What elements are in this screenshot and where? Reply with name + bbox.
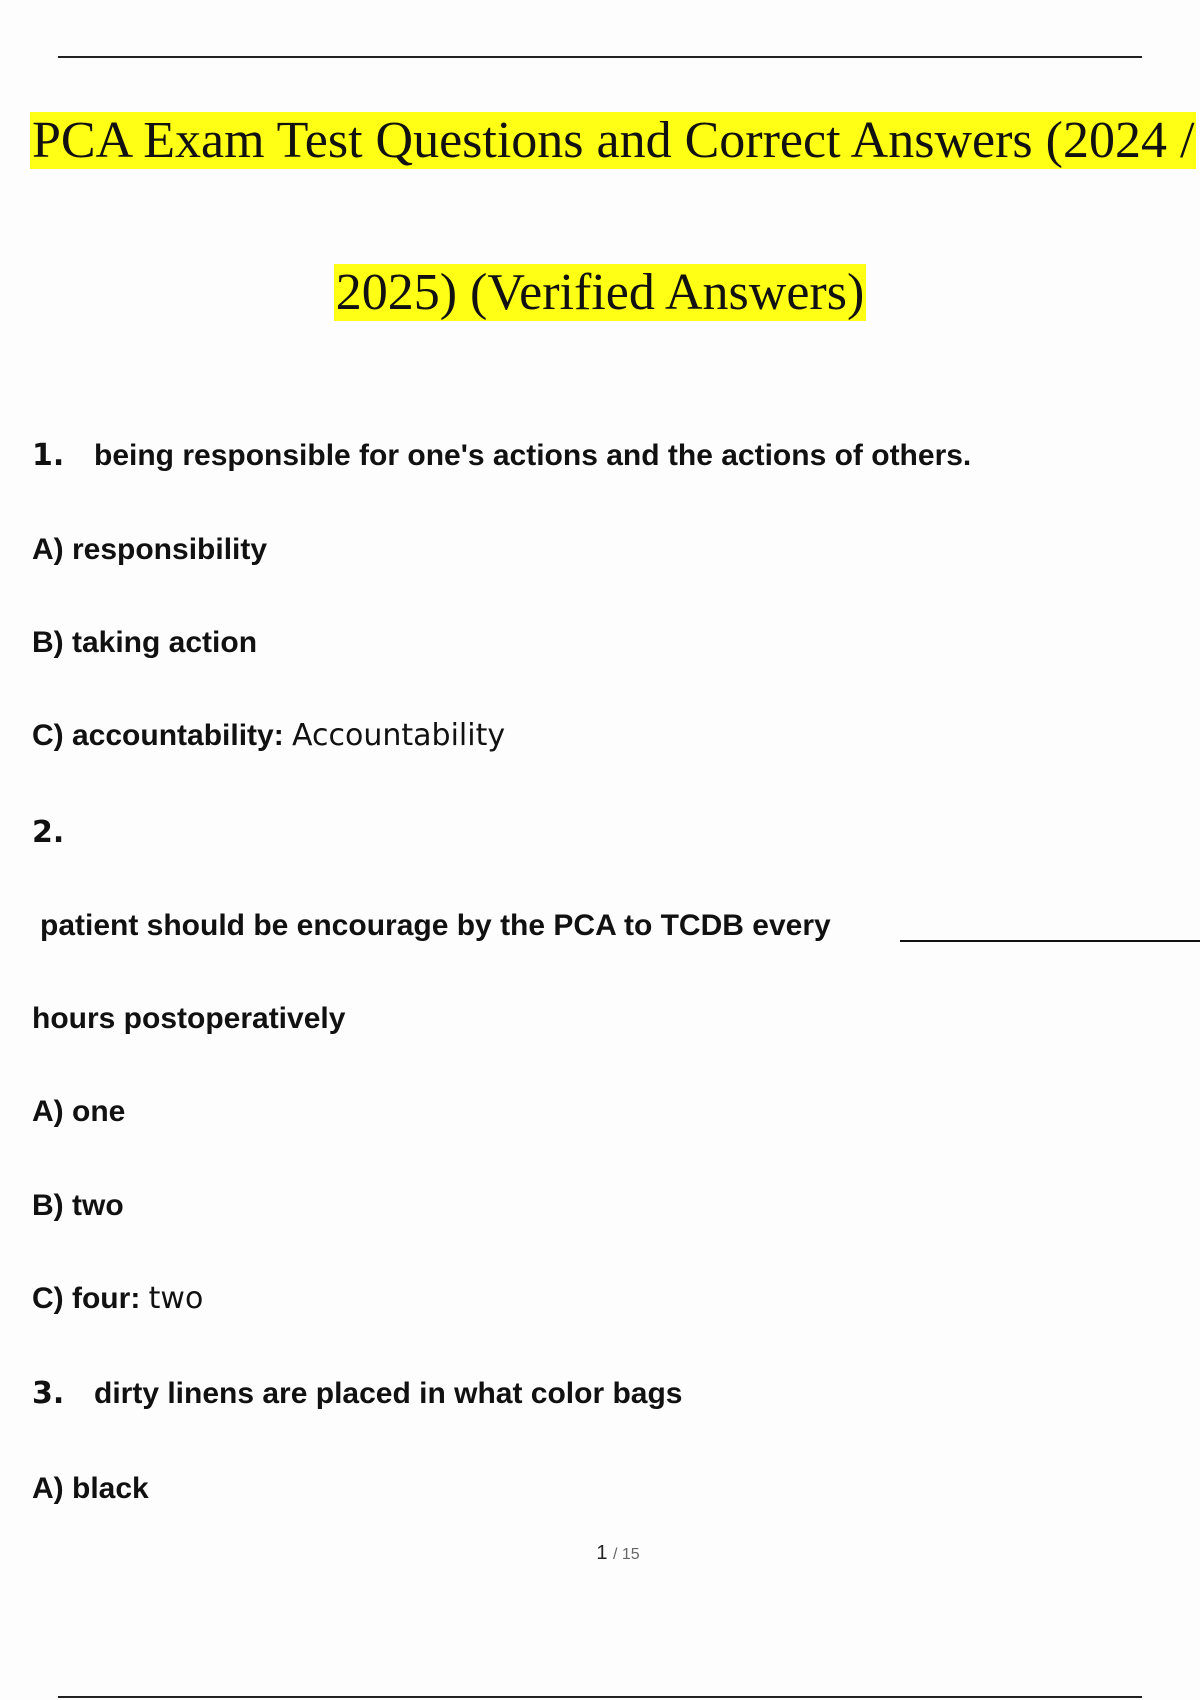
question-text: being responsible for one's actions and the actions of others.: [94, 439, 972, 472]
option-label: A) responsibility: [32, 533, 268, 566]
question-2-option-a: [32, 1094, 125, 1130]
answer-separator: :: [273, 719, 284, 752]
fill-in-blank-line: [900, 940, 1200, 942]
question-1-option-c: [32, 718, 505, 754]
question-2-text: [40, 908, 831, 944]
question-3: [32, 1376, 683, 1412]
title-highlight-1: PCA Exam Test Questions and Correct Answers (2024 /: [32, 112, 1195, 169]
question-2-option-c: [32, 1281, 203, 1317]
answer-separator: :: [130, 1282, 141, 1315]
question-number: 3.: [32, 1376, 65, 1411]
title-highlight-2: 2025) (Verified Answers): [335, 264, 865, 321]
option-label: C) four: [32, 1282, 131, 1315]
question-1-option-b: [32, 625, 257, 661]
page-total: / 15: [613, 1546, 640, 1563]
option-label: A) black: [32, 1472, 149, 1505]
question-text: patient should be encourage by the PCA to TCDB every: [40, 909, 831, 942]
document-title-line-1: [30, 110, 1200, 172]
question-number: 1.: [32, 438, 65, 473]
question-number: 2.: [32, 815, 65, 850]
correct-answer: two: [148, 1281, 204, 1316]
question-1-option-a: [32, 532, 267, 568]
question-text: hours postoperatively: [32, 1002, 346, 1035]
question-2-number: [32, 815, 94, 851]
option-label: A) one: [32, 1095, 126, 1128]
question-text: dirty linens are placed in what color bags: [94, 1377, 683, 1410]
question-2-option-b: [32, 1188, 124, 1224]
question-2-text-continued: [32, 1001, 345, 1037]
question-3-option-a: [32, 1471, 149, 1507]
option-label: C) accountability: [32, 719, 274, 752]
option-label: B) taking action: [32, 626, 258, 659]
page-number: [0, 1542, 1200, 1565]
document-title-line-2: [0, 262, 1200, 324]
top-rule: [58, 56, 1142, 58]
bottom-rule: [58, 1696, 1142, 1698]
page-current: 1: [596, 1542, 608, 1564]
correct-answer: Accountability: [292, 718, 506, 753]
question-1: [32, 438, 971, 474]
option-label: B) two: [32, 1189, 124, 1222]
